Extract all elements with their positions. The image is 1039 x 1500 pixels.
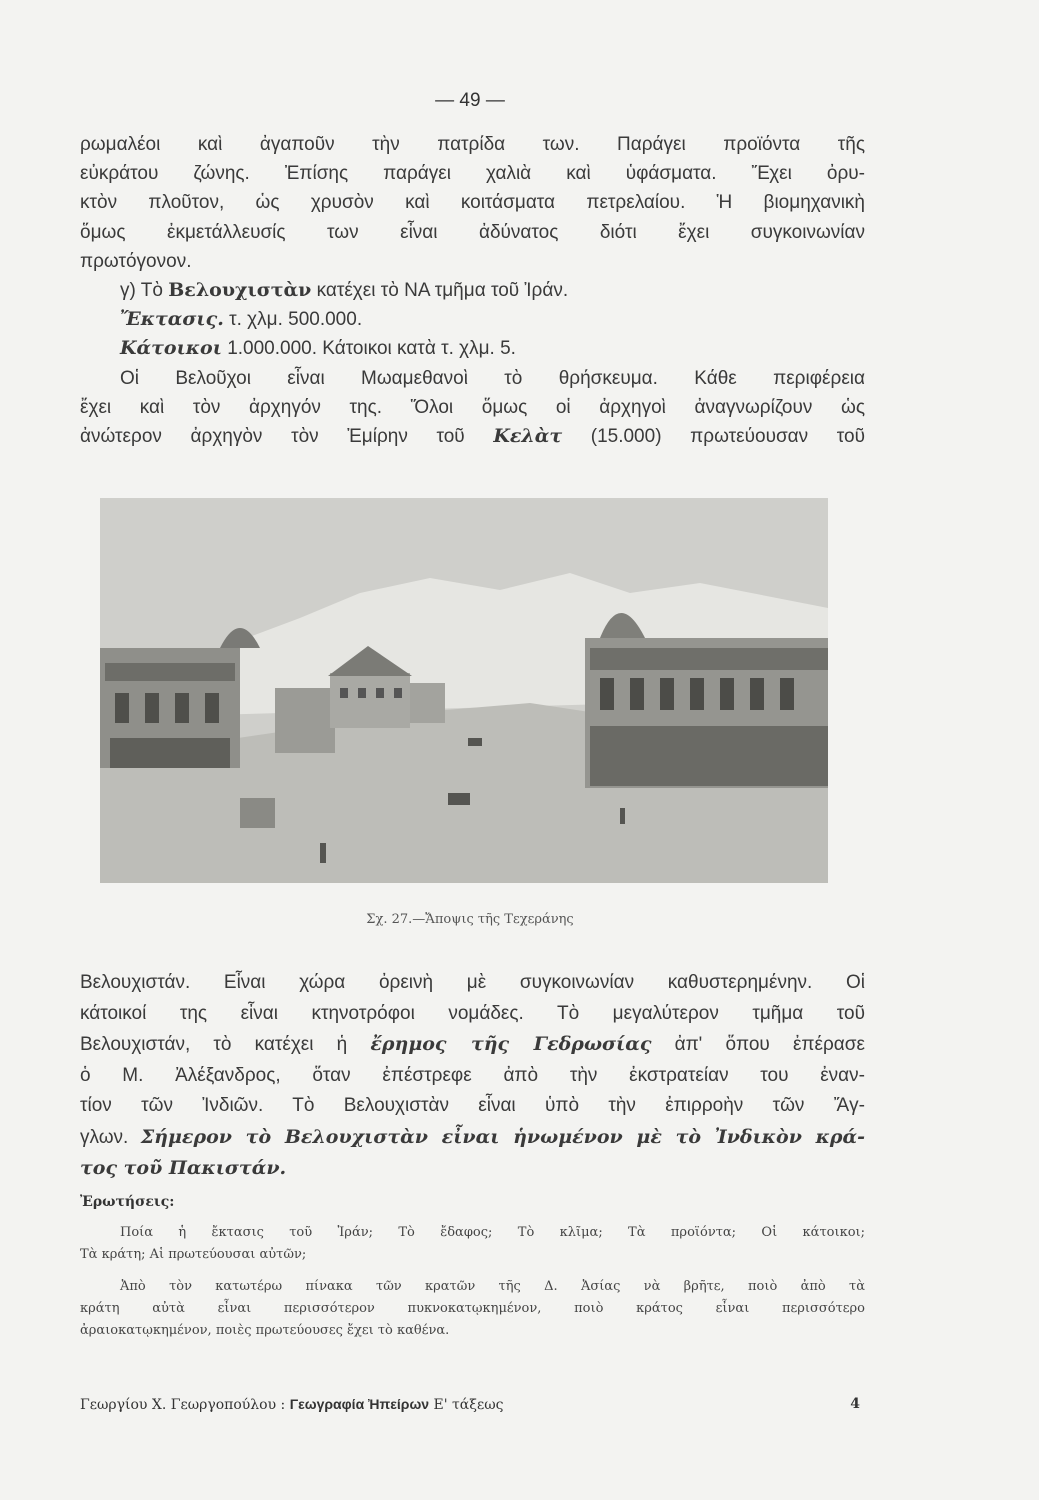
page-footer — [80, 1396, 865, 1413]
text-line: ἔχει καὶ τὸν ἀρχηγόν της. Ὅλοι ὅμως οἱ ἀρχηγοὶ ἀναγνωρίζουν ὡς — [80, 396, 865, 418]
text-line-desert: Βελουχιστάν, τὸ κατέχει ἡ ἔρημος τῆς Γεδρωσίας ἀπ' ὅπου ἐπέρασε — [80, 1033, 865, 1055]
footer-book-title: Γεωγραφία Ἠπείρων — [289, 1396, 430, 1412]
emphasis-text: Σήμερον τὸ Βελουχιστὰν εἶναι ἡνωμένον μὲ τὸ Ἰνδικὸν κρά- — [140, 1125, 866, 1148]
text-line: τίον τῶν Ἰνδιῶν. Τὸ Βελουχιστὰν εἶναι ὑπὸ τὴν ἐπιρροὴν τῶν Ἄγ- — [80, 1095, 865, 1116]
question-line: ἀραιοκατῳκημένον, ποιὲς πρωτεύουσες ἔχει τὸ καθένα. — [80, 1323, 450, 1338]
text-line-emphasis: γλων. Σήμερον τὸ Βελουχιστὰν εἶναι ἡνωμένον μὲ τὸ Ἰνδικὸν κρά- — [80, 1125, 866, 1148]
text-line: Βελουχιστάν. Εἶναι χώρα ὀρεινὴ μὲ συγκοινωνίαν καθυστερημένην. Οἱ — [80, 972, 865, 993]
text-line: ὁ Μ. Ἀλέξανδρος, ὅταν ἐπέστρεφε ἀπὸ τὴν ἐκστρατείαν του ἐναν- — [80, 1064, 865, 1086]
text-line-kelat: ἀνώτερον ἀρχηγὸν τὸν Ἐμίρην τοῦ Κελὰτ (15.000) πρωτεύουσαν τοῦ — [80, 425, 865, 448]
city-photo-icon — [100, 498, 828, 883]
question-line: Τὰ κράτη; Αἱ πρωτεύουσαι αὐτῶν; — [80, 1247, 307, 1262]
population-value: 1.000.000. Κάτοικοι κατὰ τ. χλμ. 5. — [227, 338, 516, 360]
area-value: τ. χλμ. 500.000. — [229, 309, 363, 331]
figure-caption: Σχ. 27.—Ἄποψις τῆς Τεχεράνης — [366, 912, 574, 927]
desert-name: ἔρημος τῆς Γεδρωσίας — [370, 1033, 652, 1055]
text-line: κάτοικοί της εἶναι κτηνοτρόφοι νομάδες. Τὸ μεγαλύτερον τμῆμα τοῦ — [80, 1002, 865, 1024]
section-suffix: κατέχει τὸ ΝΑ τμῆμα τοῦ Ἰράν. — [316, 280, 569, 302]
text-line: ρωμαλέοι καὶ ἀγαποῦν τὴν πατρίδα των. Παράγει προϊόντα τῆς — [80, 134, 865, 155]
text-line: κτὸν πλοῦτον, ὡς χρυσὸν καὶ κοιτάσματα πετρελαίου. Ἡ βιομηχανικὴ — [80, 192, 865, 214]
footer-author: Γεωργίου Χ. Γεωργοπούλου : — [80, 1397, 286, 1413]
region-name: Βελουχιστὰν — [168, 279, 312, 302]
text-line: εὐκράτου ζώνης. Ἐπίσης παράγει χαλιὰ καὶ ὑφάσματα. Ἔχει ὀρυ- — [80, 163, 865, 185]
page-number: — 49 — — [435, 90, 505, 111]
footer-grade: Ε' τάξεως — [433, 1397, 504, 1413]
city-name: Κελὰτ — [493, 425, 563, 448]
question-2 — [80, 1276, 865, 1342]
population-label: Κάτοικοι — [120, 337, 222, 360]
footer-sheet-number: 4 — [850, 1396, 860, 1412]
text-line: Οἱ Βελοῦχοι εἶναι Μωαμεθανοὶ τὸ θρήσκευμα. Κάθε περιφέρεια — [120, 367, 865, 389]
area-label: Ἔκτασις. — [120, 308, 224, 331]
question-line: Ποία ἡ ἔκτασις τοῦ Ἰράν; Τὸ ἔδαφος; Τὸ κλῖμα; Τὰ προϊόντα; Οἱ κάτοικοι; — [120, 1225, 865, 1240]
question-line: κράτη αὐτὰ εἶναι περισσότερον πυκνοκατῳκημένον, ποιὸ κράτος εἶναι περισσότερο — [80, 1301, 865, 1316]
emphasis-text: τος τοῦ Πακιστάν. — [80, 1157, 287, 1179]
population-line — [80, 334, 865, 363]
section-heading-baluchistan — [80, 276, 865, 305]
paragraph-baluchistan — [80, 968, 865, 1185]
tehran-photo — [100, 498, 828, 883]
text-line-emphasis — [80, 1153, 865, 1185]
text-line: ὅμως ἐκμετάλλευσίς των εἶναι ἀδύνατος διότι ἔχει συγκοινωνίαν — [80, 221, 865, 243]
paragraph-iran-continued — [80, 130, 865, 451]
question-1 — [80, 1222, 865, 1266]
questions-heading: Ἐρωτήσεις: — [80, 1194, 175, 1210]
area-line — [80, 305, 865, 334]
section-prefix: γ) Τὸ — [120, 280, 163, 302]
text-line: πρωτόγονον. — [80, 250, 192, 272]
question-line: Ἀπὸ τὸν κατωτέρω πίνακα τῶν κρατῶν τῆς Δ. Ἀσίας νὰ βρῆτε, ποιὸ ἀπὸ τὰ — [120, 1279, 865, 1294]
